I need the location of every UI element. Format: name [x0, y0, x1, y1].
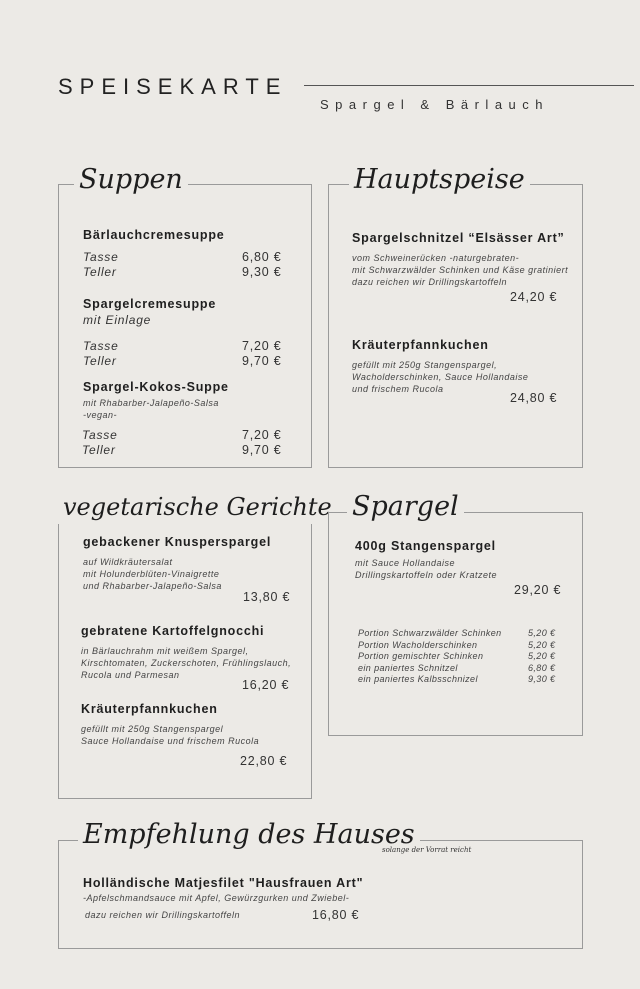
dish-description: -vegan-: [83, 410, 118, 420]
price: 16,80 €: [312, 908, 360, 922]
dish-description: und frischem Rucola: [352, 384, 444, 394]
extra-label: ein paniertes Schnitzel: [358, 663, 458, 673]
extra-price: 6,80 €: [528, 663, 556, 673]
dish-description: dazu reichen wir Drillingskartoffeln: [352, 277, 508, 287]
price: 6,80 €: [242, 250, 282, 264]
vegetarisch-heading: vegetarische Gerichte: [58, 490, 337, 524]
dish-description: dazu reichen wir Drillingskartoffeln: [85, 910, 241, 920]
dish-name: gebratene Kartoffelgnocchi: [81, 624, 265, 638]
empfehlung-heading: Empfehlung des Hauses: [78, 818, 420, 852]
dish-description: und Rhabarber-Jalapeño-Salsa: [83, 581, 222, 591]
extra-price: 9,30 €: [528, 674, 556, 684]
price: 9,30 €: [242, 265, 282, 279]
price: 9,70 €: [242, 443, 282, 457]
size-label: Tasse: [82, 428, 118, 442]
size-label: Tasse: [83, 250, 119, 264]
extra-price: 5,20 €: [528, 640, 556, 650]
dish-name: Bärlauchcremesuppe: [83, 228, 225, 242]
price: 7,20 €: [242, 428, 282, 442]
dish-description: Sauce Hollandaise und frischem Rucola: [81, 736, 260, 746]
availability-note: solange der Vorrat reicht: [382, 846, 472, 854]
dish-description: vom Schweinerücken -naturgebraten-: [352, 253, 520, 263]
dish-name: Spargel-Kokos-Suppe: [83, 380, 229, 394]
dish-description: Drillingskartoffeln oder Kratzete: [355, 570, 498, 580]
title-divider: [304, 85, 634, 86]
dish-description: mit Sauce Hollandaise: [355, 558, 456, 568]
page-subtitle: Spargel & Bärlauch: [320, 97, 550, 112]
size-label: Tasse: [83, 339, 119, 353]
extra-label: Portion Wacholderschinken: [358, 640, 478, 650]
suppen-heading: Suppen: [74, 163, 188, 197]
price: 24,80 €: [510, 391, 558, 405]
price: 22,80 €: [240, 754, 288, 768]
dish-name: Kräuterpfannkuchen: [352, 338, 489, 352]
extra-label: Portion Schwarzwälder Schinken: [358, 628, 502, 638]
dish-name: Spargelschnitzel “Elsässer Art”: [352, 231, 565, 245]
dish-description: gefüllt mit 250g Stangenspargel,: [352, 360, 498, 370]
price: 16,20 €: [242, 678, 290, 692]
dish-name: gebackener Knusperspargel: [83, 535, 272, 549]
dish-description: auf Wildkräutersalat: [83, 557, 173, 567]
price: 29,20 €: [514, 583, 562, 597]
price: 24,20 €: [510, 290, 558, 304]
extra-price: 5,20 €: [528, 651, 556, 661]
extra-label: ein paniertes Kalbsschnizel: [358, 674, 478, 684]
dish-description: Rucola und Parmesan: [81, 670, 180, 680]
extra-price: 5,20 €: [528, 628, 556, 638]
dish-description: Wacholderschinken, Sauce Hollandaise: [352, 372, 529, 382]
hauptspeise-section: [328, 184, 583, 468]
price: 13,80 €: [243, 590, 291, 604]
dish-name: Holländische Matjesfilet "Hausfrauen Art": [83, 876, 364, 890]
dish-name: 400g Stangenspargel: [355, 539, 496, 553]
price: 9,70 €: [242, 354, 282, 368]
size-label: Teller: [83, 265, 117, 279]
dish-name: Kräuterpfannkuchen: [81, 702, 218, 716]
dish-description: mit Schwarzwälder Schinken und Käse gratiniert: [352, 265, 569, 275]
dish-name: Spargelcremesuppe: [83, 297, 217, 311]
dish-description: mit Holunderblüten-Vinaigrette: [83, 569, 220, 579]
spargel-heading: Spargel: [347, 490, 464, 524]
page-title: SPEISEKARTE: [58, 74, 288, 99]
size-label: Teller: [83, 354, 117, 368]
extra-label: Portion gemischter Schinken: [358, 651, 484, 661]
dish-description: -Apfelschmandsauce mit Apfel, Gewürzgurken und Zwiebel-: [83, 893, 350, 903]
dish-description: Kirschtomaten, Zuckerschoten, Frühlingslauch,: [81, 658, 292, 668]
dish-description: in Bärlauchrahm mit weißem Spargel,: [81, 646, 249, 656]
dish-description: gefüllt mit 250g Stangenspargel: [81, 724, 224, 734]
dish-description: mit Rhabarber-Jalapeño-Salsa: [83, 398, 219, 408]
hauptspeise-heading: Hauptspeise: [349, 163, 530, 197]
dish-subtitle: mit Einlage: [83, 313, 152, 327]
price: 7,20 €: [242, 339, 282, 353]
size-label: Teller: [82, 443, 116, 457]
